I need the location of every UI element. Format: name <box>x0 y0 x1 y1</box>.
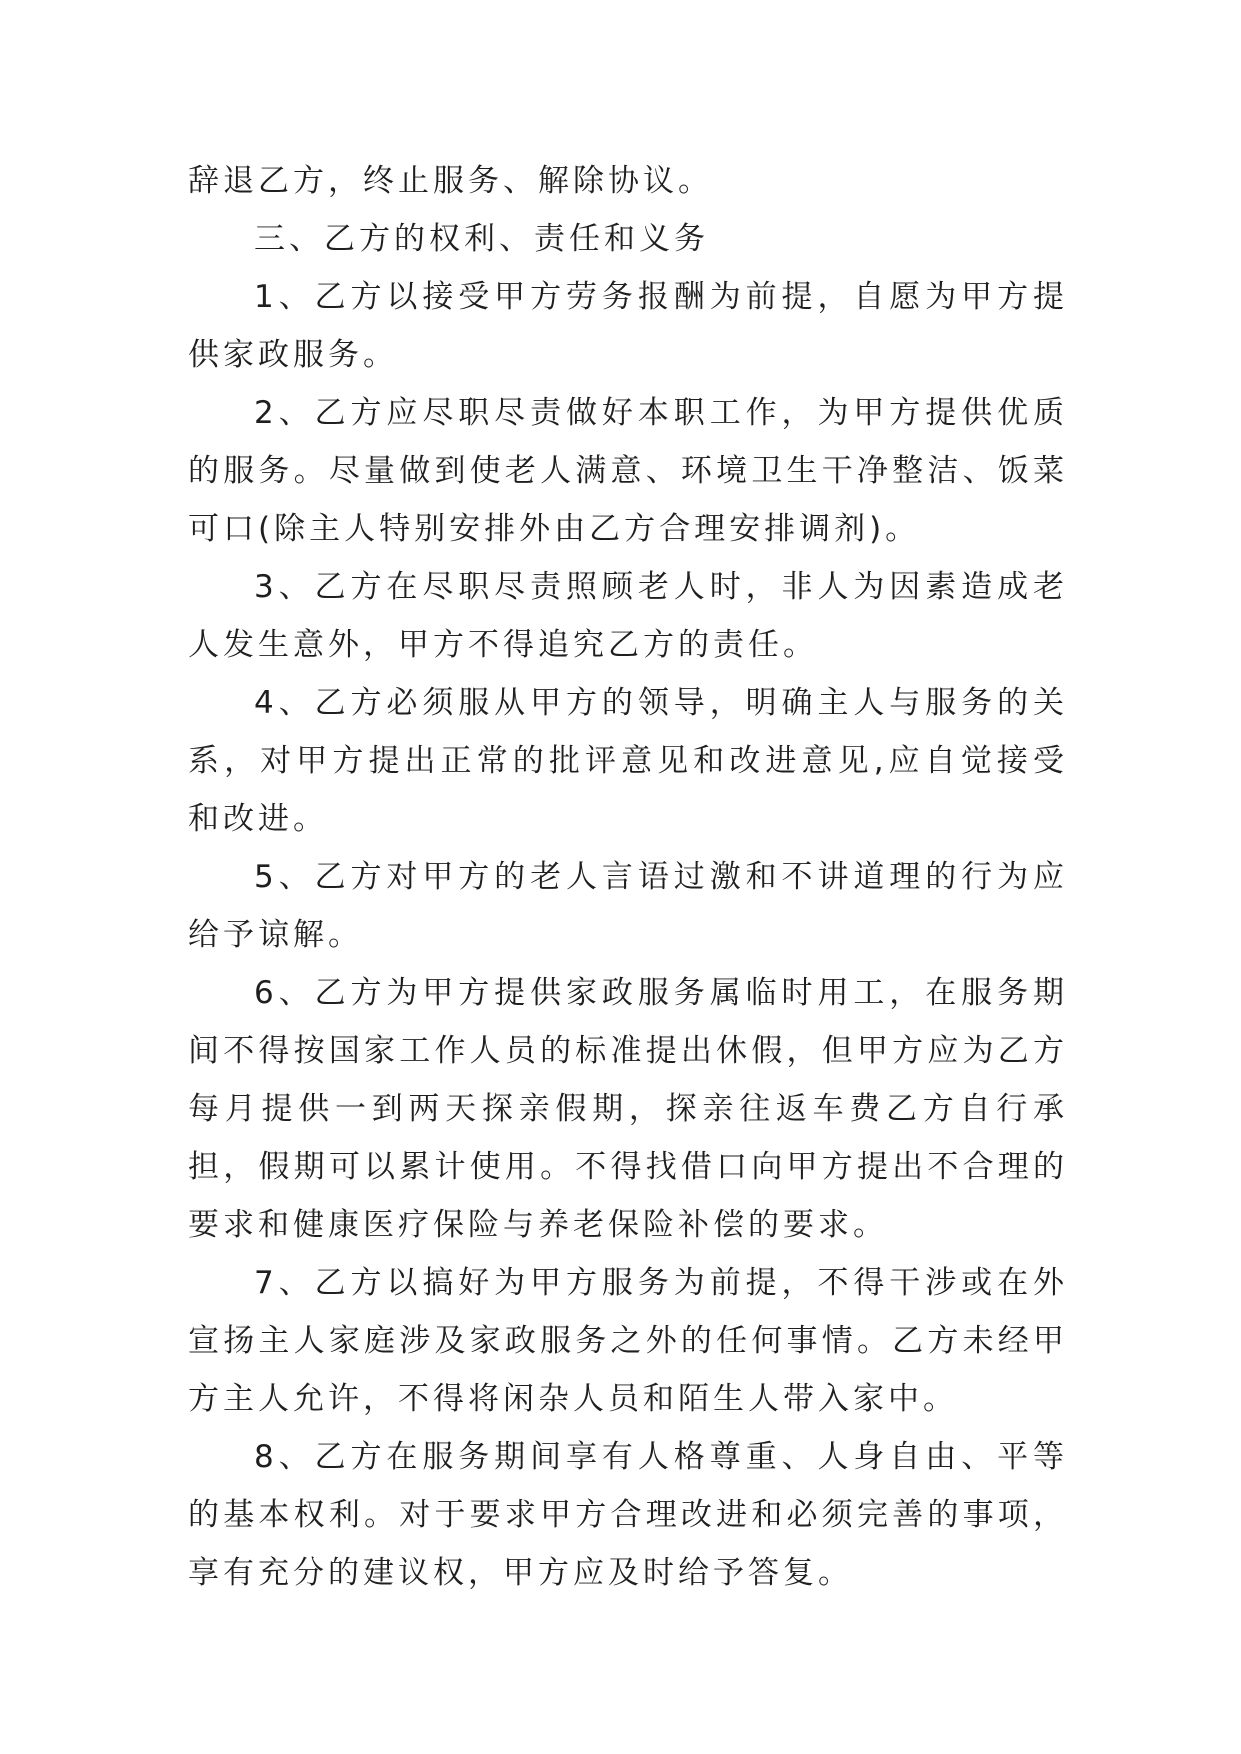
clause-5: 5、乙方对甲方的老人言语过激和不讲道理的行为应给予谅解。 <box>188 859 1068 953</box>
clause-4: 4、乙方必须服从甲方的领导，明确主人与服务的关系，对甲方提出正常的批评意见和改进意见,应自觉接受和改进。 <box>188 685 1068 837</box>
paragraph-continuation: 辞退乙方，终止服务、解除协议。 <box>188 163 713 199</box>
clause-1: 1、乙方以接受甲方劳务报酬为前提，自愿为甲方提供家政服务。 <box>188 279 1068 373</box>
section-heading: 三、乙方的权利、责任和义务 <box>254 221 709 257</box>
clause-6: 6、乙方为甲方提供家政服务属临时用工，在服务期间不得按国家工作人员的标准提出休假，但甲方应为乙方每月提供一到两天探亲假期，探亲往返车费乙方自行承担，假期可以累计使用。不得找借口向甲方提出不合理的要求和健康医疗保险与养老保险补偿的要求。 <box>188 975 1068 1243</box>
clause-7: 7、乙方以搞好为甲方服务为前提，不得干涉或在外宣扬主人家庭涉及家政服务之外的任何事情。乙方未经甲方主人允许，不得将闲杂人员和陌生人带入家中。 <box>188 1265 1068 1417</box>
document-body <box>188 152 1068 1602</box>
clause-3: 3、乙方在尽职尽责照顾老人时，非人为因素造成老人发生意外，甲方不得追究乙方的责任。 <box>188 569 1068 663</box>
clause-8: 8、乙方在服务期间享有人格尊重、人身自由、平等的基本权利。对于要求甲方合理改进和必须完善的事项，享有充分的建议权，甲方应及时给予答复。 <box>188 1439 1068 1591</box>
clause-2: 2、乙方应尽职尽责做好本职工作，为甲方提供优质的服务。尽量做到使老人满意、环境卫生干净整洁、饭菜可口(除主人特别安排外由乙方合理安排调剂)。 <box>188 395 1068 547</box>
